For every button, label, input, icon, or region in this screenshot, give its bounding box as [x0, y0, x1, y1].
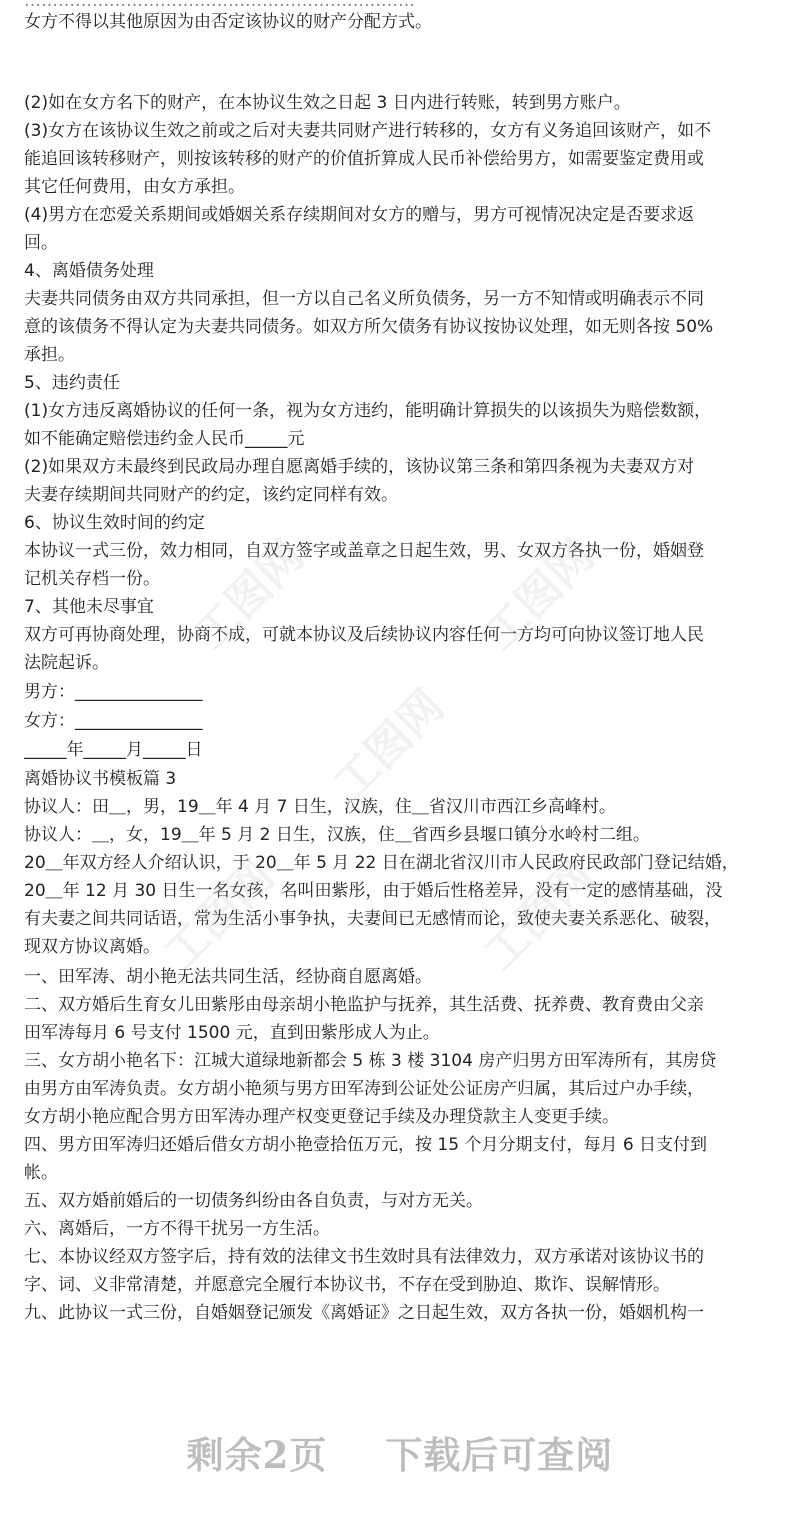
partial-top-line: …………………………………………………………… [24, 0, 415, 11]
template-title: 离婚协议书模板篇 3 [24, 769, 177, 789]
remaining-pages-banner[interactable] [0, 1425, 800, 1477]
doc-line: 本协议一式三份，效力相同，自双方签字或盖章之日起生效，男、女双方各执一份，婚姻登 [24, 541, 704, 561]
doc-line: 字、词、义非常清楚，并愿意完全履行本协议书，不存在受到胁迫、欺诈、误解情形。 [24, 1275, 670, 1295]
doc-line: 协议人：田＿，男，19＿年 4 月 7 日生，汉族，住＿省汉川市西江乡高峰村。 [24, 797, 616, 817]
signature-male-line: 男方：_______________ [24, 682, 203, 702]
remaining-pages-label: 剩余2页 [186, 1433, 328, 1477]
doc-line: 六、离婚后，一方不得干扰另一方生活。 [24, 1219, 330, 1239]
section-heading: 5、违约责任 [24, 373, 120, 393]
doc-line: 二、双方婚后生育女儿田紫彤由母亲胡小艳监护与抚养，其生活费、抚养费、教育费由父亲 [24, 995, 704, 1015]
doc-line: (1)女方违反离婚协议的任何一条，视为女方违约，能明确计算损失的以该损失为赔偿数额， [24, 401, 712, 421]
watermark: 工图网 [154, 850, 284, 980]
doc-line: 双方可再协商处理，协商不成，可就本协议及后续协议内容任何一方均可向协议签订地人民 [24, 625, 704, 645]
section-heading: 7、其他未尽事宜 [24, 597, 154, 617]
doc-line: 20＿年 12 月 30 日生一名女孩，名叫田紫彤，由于婚后性格差异，没有一定的感情基础，没 [24, 881, 723, 901]
doc-line: 意的该债务不得认定为夫妻共同债务。如双方所欠债务有协议按协议处理，如无则各按 50% [24, 317, 714, 337]
doc-line: (4)男方在恋爱关系期间或婚姻关系存续期间对女方的赠与，男方可视情况决定是否要求返 [24, 205, 695, 225]
watermark: 工图网 [474, 530, 604, 660]
doc-line: 有夫妻之间共同话语，常为生活小事争执，夫妻间已无感情而论，致使夫妻关系恶化、破裂， [24, 909, 721, 929]
doc-line: 五、双方婚前婚后的一切债务纠纷由各自负责，与对方无关。 [24, 1191, 483, 1211]
doc-line: 回。 [24, 233, 58, 253]
watermark: 工图网 [324, 680, 454, 810]
doc-line: 其它任何费用，由女方承担。 [24, 177, 245, 197]
doc-line: 20＿年双方经人介绍认识，于 20＿年 5 月 22 日在湖北省汉川市人民政府民政部门登记结婚， [24, 853, 739, 873]
doc-line: 夫妻存续期间共同财产的约定，该约定同样有效。 [24, 485, 398, 505]
doc-line: 协议人：＿，女，19＿年 5 月 2 日生，汉族，住＿省西乡县堰口镇分水岭村二组。 [24, 825, 650, 845]
doc-line: 女方胡小艳应配合男方田军涛办理产权变更登记手续及办理贷款主人变更手续。 [24, 1107, 619, 1127]
section-heading: 6、协议生效时间的约定 [24, 513, 205, 533]
doc-line: (2)如果双方未最终到民政局办理自愿离婚手续的，该协议第三条和第四条视为夫妻双方对 [24, 457, 695, 477]
doc-line: (2)如在女方名下的财产，在本协议生效之日起 3 日内进行转账，转到男方账户。 [24, 93, 631, 113]
section-heading: 4、离婚债务处理 [24, 261, 154, 281]
date-line: _____年_____月_____日 [24, 740, 203, 760]
doc-line: 女方不得以其他原因为由否定该协议的财产分配方式。 [24, 12, 432, 32]
doc-line: 能追回该转移财产，则按该转移的财产的价值折算成人民币补偿给男方，如需要鉴定费用或 [24, 149, 704, 169]
doc-line: 帐。 [24, 1163, 58, 1183]
doc-line: 现双方协议离婚。 [24, 937, 160, 957]
doc-line: (3)女方在该协议生效之前或之后对夫妻共同财产进行转移的，女方有义务追回该财产，如不 [24, 121, 712, 141]
doc-line: 一、田军涛、胡小艳无法共同生活，经协商自愿离婚。 [24, 967, 432, 987]
doc-line: 田军涛每月 6 号支付 1500 元，直到田紫彤成人为止。 [24, 1023, 440, 1043]
signature-female-line: 女方：_______________ [24, 711, 203, 731]
doc-line: 七、本协议经双方签字后，持有效的法律文书生效时具有法律效力，双方承诺对该协议书的 [24, 1247, 704, 1267]
watermark: 工图网 [184, 530, 314, 660]
doc-line: 九、此协议一式三份，自婚姻登记颁发《离婚证》之日起生效，双方各执一份，婚姻机构一 [24, 1303, 704, 1323]
doc-line: 如不能确定赔偿违约金人民币_____元 [24, 429, 305, 449]
doc-line: 四、男方田军涛归还婚后借女方胡小艳壹拾伍万元，按 15 个月分期支付，每月 6 日支付到 [24, 1135, 708, 1155]
doc-line: 法院起诉。 [24, 653, 109, 673]
doc-line: 夫妻共同债务由双方共同承担，但一方以自己名义所负债务，另一方不知情或明确表示不同 [24, 289, 704, 309]
watermark: 工图网 [474, 850, 604, 980]
download-to-view-label: 下载后可查阅 [385, 1433, 614, 1477]
doc-line: 承担。 [24, 345, 75, 365]
doc-line: 三、女方胡小艳名下：江城大道绿地新都会 5 栋 3 楼 3104 房产归男方田军涛所有，其房贷 [24, 1051, 717, 1071]
doc-line: 记机关存档一份。 [24, 569, 160, 589]
doc-line: 由男方由军涛负责。女方胡小艳须与男方田军涛到公证处公证房产归属，其后过户办手续， [24, 1079, 704, 1099]
